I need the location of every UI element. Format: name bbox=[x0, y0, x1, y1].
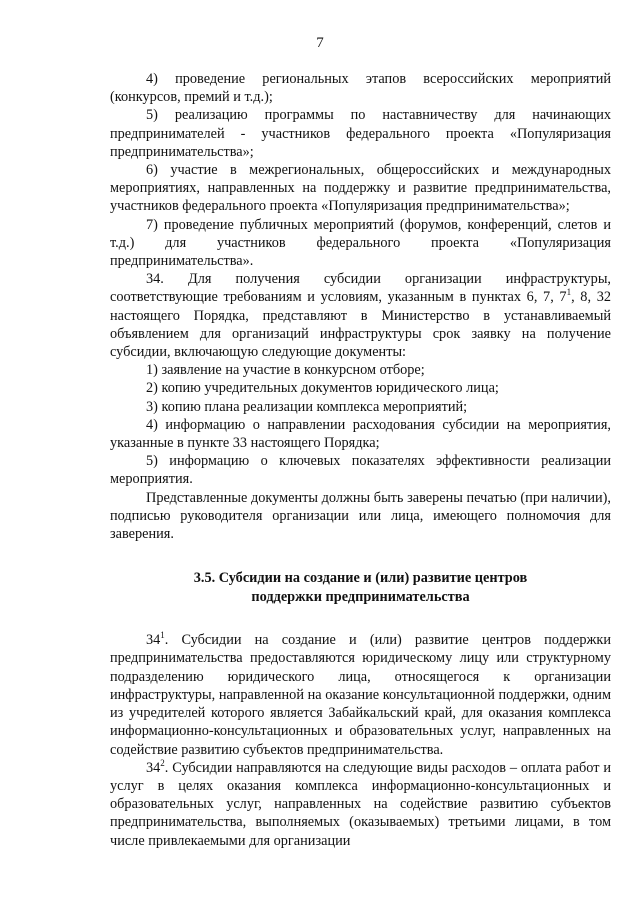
paragraph-34-2 bbox=[110, 759, 611, 850]
paragraph-text: . Субсидии на создание и (или) развитие центров поддержки предпринимательства предоставляются юридическому лицу или структурному подразделению юридического лица, относящегося к организации инфраструктуры, направленной на оказание консультационной поддержки, одним из учредителей которого является Забайкальский край, для оказания комплекса информационно-консультационных и образовательных услуг, направленных на содействие развитию субъектов предпринимательства. bbox=[110, 632, 611, 758]
page-number: 7 bbox=[316, 35, 324, 51]
list-item: 5) реализацию программы по наставничеству для начинающих предпринимателей - участников федерального проекта «Популяризация предпринимательства»; bbox=[110, 107, 611, 160]
paragraph-34-text-cont: , 8, 32 настоящего Порядка, представляют в Министерство в устанавливаемый объявлением для организаций инфраструктуры срок заявку на получение субсидии, включающую следующие документы: bbox=[110, 289, 611, 361]
paragraph-number: 34 bbox=[146, 759, 161, 776]
section-heading bbox=[110, 569, 611, 607]
paragraph-34 bbox=[110, 270, 611, 361]
paragraph-number: 34 bbox=[146, 632, 161, 649]
list-item: 3) копию плана реализации комплекса мероприятий; bbox=[146, 398, 468, 415]
list-item: 6) участие в межрегиональных, общероссийских и международных мероприятиях, направленных на поддержку и развитие предпринимательства, участников федерального проекта «Популяризация предпринимательства»; bbox=[110, 162, 611, 215]
superscript: 1 bbox=[160, 630, 165, 641]
list-item: 7) проведение публичных мероприятий (форумов, конференций, слетов и т.д.) для участников федерального проекта «Популяризация предпринимательства». bbox=[110, 216, 611, 270]
paragraph-34-1 bbox=[110, 631, 611, 758]
superscript: 2 bbox=[160, 757, 165, 768]
section-heading-line: 3.5. Субсидии на создание и (или) развитие центров bbox=[193, 570, 528, 587]
list-item: 4) проведение региональных этапов всероссийских мероприятий (конкурсов, премий и т.д.); bbox=[110, 71, 611, 106]
section-heading-line: поддержки предпринимательства bbox=[251, 589, 470, 606]
paragraph-34-text: 34. Для получения субсидии организации инфраструктуры, соответствующие требованиям и условиям, указанным в пунктах 6, 7, 7 bbox=[110, 271, 611, 306]
document-body bbox=[110, 70, 611, 850]
list-item: 4) информацию о направлении расходования субсидии на мероприятия, указанные в пункте 33 настоящего Порядка; bbox=[110, 416, 611, 452]
paragraph-text: . Субсидии направляются на следующие виды расходов – оплата работ и услуг в целях оказания комплекса информационно-консультационных и образовательных услуг, направленных на содействие развитию субъектов предпринимательства, выполняемых (оказываемых) третьими лицами, в том числе привлекаемыми для организации bbox=[110, 759, 611, 849]
list-item: 2) копию учредительных документов юридического лица; bbox=[146, 380, 499, 397]
list-item: 1) заявление на участие в конкурсном отборе; bbox=[146, 362, 425, 379]
documents-note: Представленные документы должны быть заверены печатью (при наличии), подписью руководителя организации или лица, имеющего полномочия для заверения. bbox=[110, 489, 611, 543]
list-item: 5) информацию о ключевых показателях эффективности реализации мероприятия. bbox=[110, 453, 611, 488]
superscript: 1 bbox=[566, 287, 572, 298]
